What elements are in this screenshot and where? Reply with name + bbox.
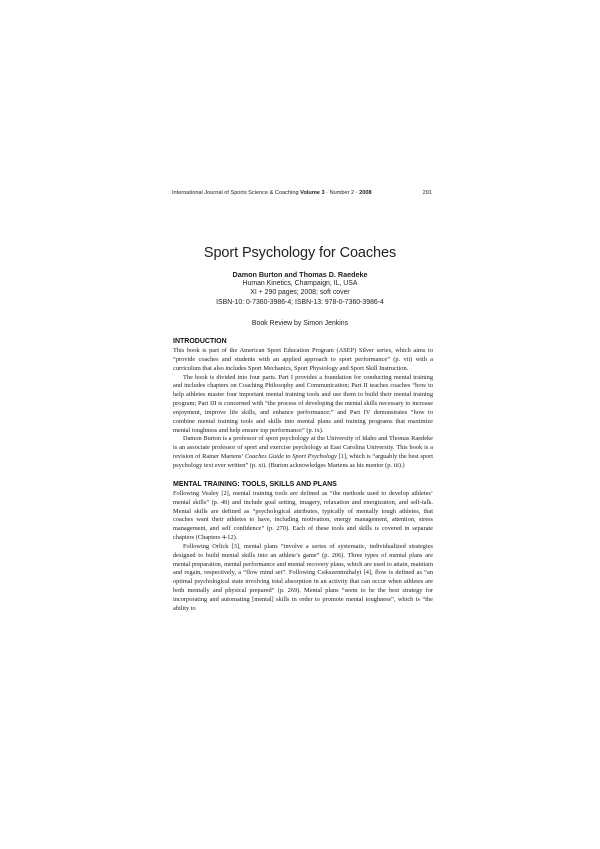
book-format: XI + 290 pages; 2008; soft cover: [250, 289, 350, 297]
paragraph-text: [1], which is “arguably the best sport psychology text ever written” (p. xi). (Burton acknowledges Martens as his mentor (p. iii).): [173, 453, 434, 469]
journal-number: Number 2: [329, 190, 355, 196]
section-heading-mental-training: MENTAL TRAINING: TOOLS, SKILLS AND PLANS: [173, 480, 337, 488]
paragraph: Following Orlick [3], mental plans “involve a series of systematic, individualized strategies designed to build mental skills into an athlete’s game” (p. 206). Three types of mental plans are mental preparation, mental performance and mental recovery plans, which are used to attain, maintain and regain, respectively, a “flow mind set”. Following Csikszentmihalyi [4], flow is defined as “an optimal psychological state involving total absorption in an activity that can occur when athletes are both mentally and physical prepared” (p. 269). Mental plans “seem to be the best strategy for incorporating and automating [mental] skills in order to promote mental toughness”, which is “the ability to: [173, 542, 433, 612]
book-isbn: ISBN-10: 0-7360-3986-4; ISBN-13: 978-0-7360-3986-4: [216, 298, 384, 306]
paragraph: This book is part of the American Sport Education Program (ASEP) Silver series, which aims to “provide coaches and students with an applied approach to sport performance” (p. vii) with a curriculum that also includes Sport Mechanics, Sport Physiology and Sport Skill Instruction.: [173, 347, 433, 372]
journal-volume: Volume 3: [300, 190, 325, 196]
paragraph-text: Damon Burton is a professor of sport psychology at the University of Idaho and Thomas Raedeke is an associate professor of sport and exercise psychology at East Carolina University. This book is a revision of Rainer Martens’: [173, 435, 433, 461]
review-body: [173, 337, 433, 614]
cited-book-title: Coaches Guide to Sport Psychology: [244, 453, 337, 461]
running-head: [172, 190, 430, 196]
book-details: [170, 270, 430, 328]
journal-name: International Journal of Sports Science & Coaching: [172, 190, 299, 196]
section-spacer: [173, 471, 433, 480]
review-byline: Book Review by Simon Jenkins: [251, 319, 349, 327]
paragraph: Following Vealey [2], mental training tools are defined as “the methods used to develop athletes’ mental skills” (p. 40) and include goal setting, imagery, relaxation and energization, and self-talk. Mental skills are defined as “psychological attributes, typically of mentally tough athletes, that coaches want their athletes to have, including motivation, energy management, attention, stress management, and self confidence” (p. 270). Each of these tools and skills is covered in separate chapters (Chapters 4-12).: [173, 489, 433, 542]
book-publisher: Human Kinetics, Champaign, IL, USA: [242, 280, 358, 288]
separator: ·: [355, 190, 358, 196]
journal-year: 2008: [359, 190, 372, 196]
separator: ·: [326, 190, 329, 196]
paragraph: [173, 435, 433, 470]
book-authors: Damon Burton and Thomas D. Raedeke: [232, 270, 368, 279]
page-number: 291: [422, 190, 432, 196]
book-title: Sport Psychology for Coaches: [203, 245, 397, 261]
section-heading-introduction: INTRODUCTION: [173, 338, 227, 345]
paragraph: The book is divided into four parts. Part I provides a foundation for conducting mental training and includes chapters on Coaching Philosophy and Communication; Part II teaches coaches “how to help athletes master four important mental training tools and use them to build their mental training program; Part III is concerned with “the process of developing the mental skills necessary to increase enjoyment, improve life skills, and enhance performance;” and Part IV demonstrates “how to combine mental training tools and skills into mental plans and training programs that maximize mental toughness and help ensure top performance” (p. ix).: [173, 373, 433, 434]
